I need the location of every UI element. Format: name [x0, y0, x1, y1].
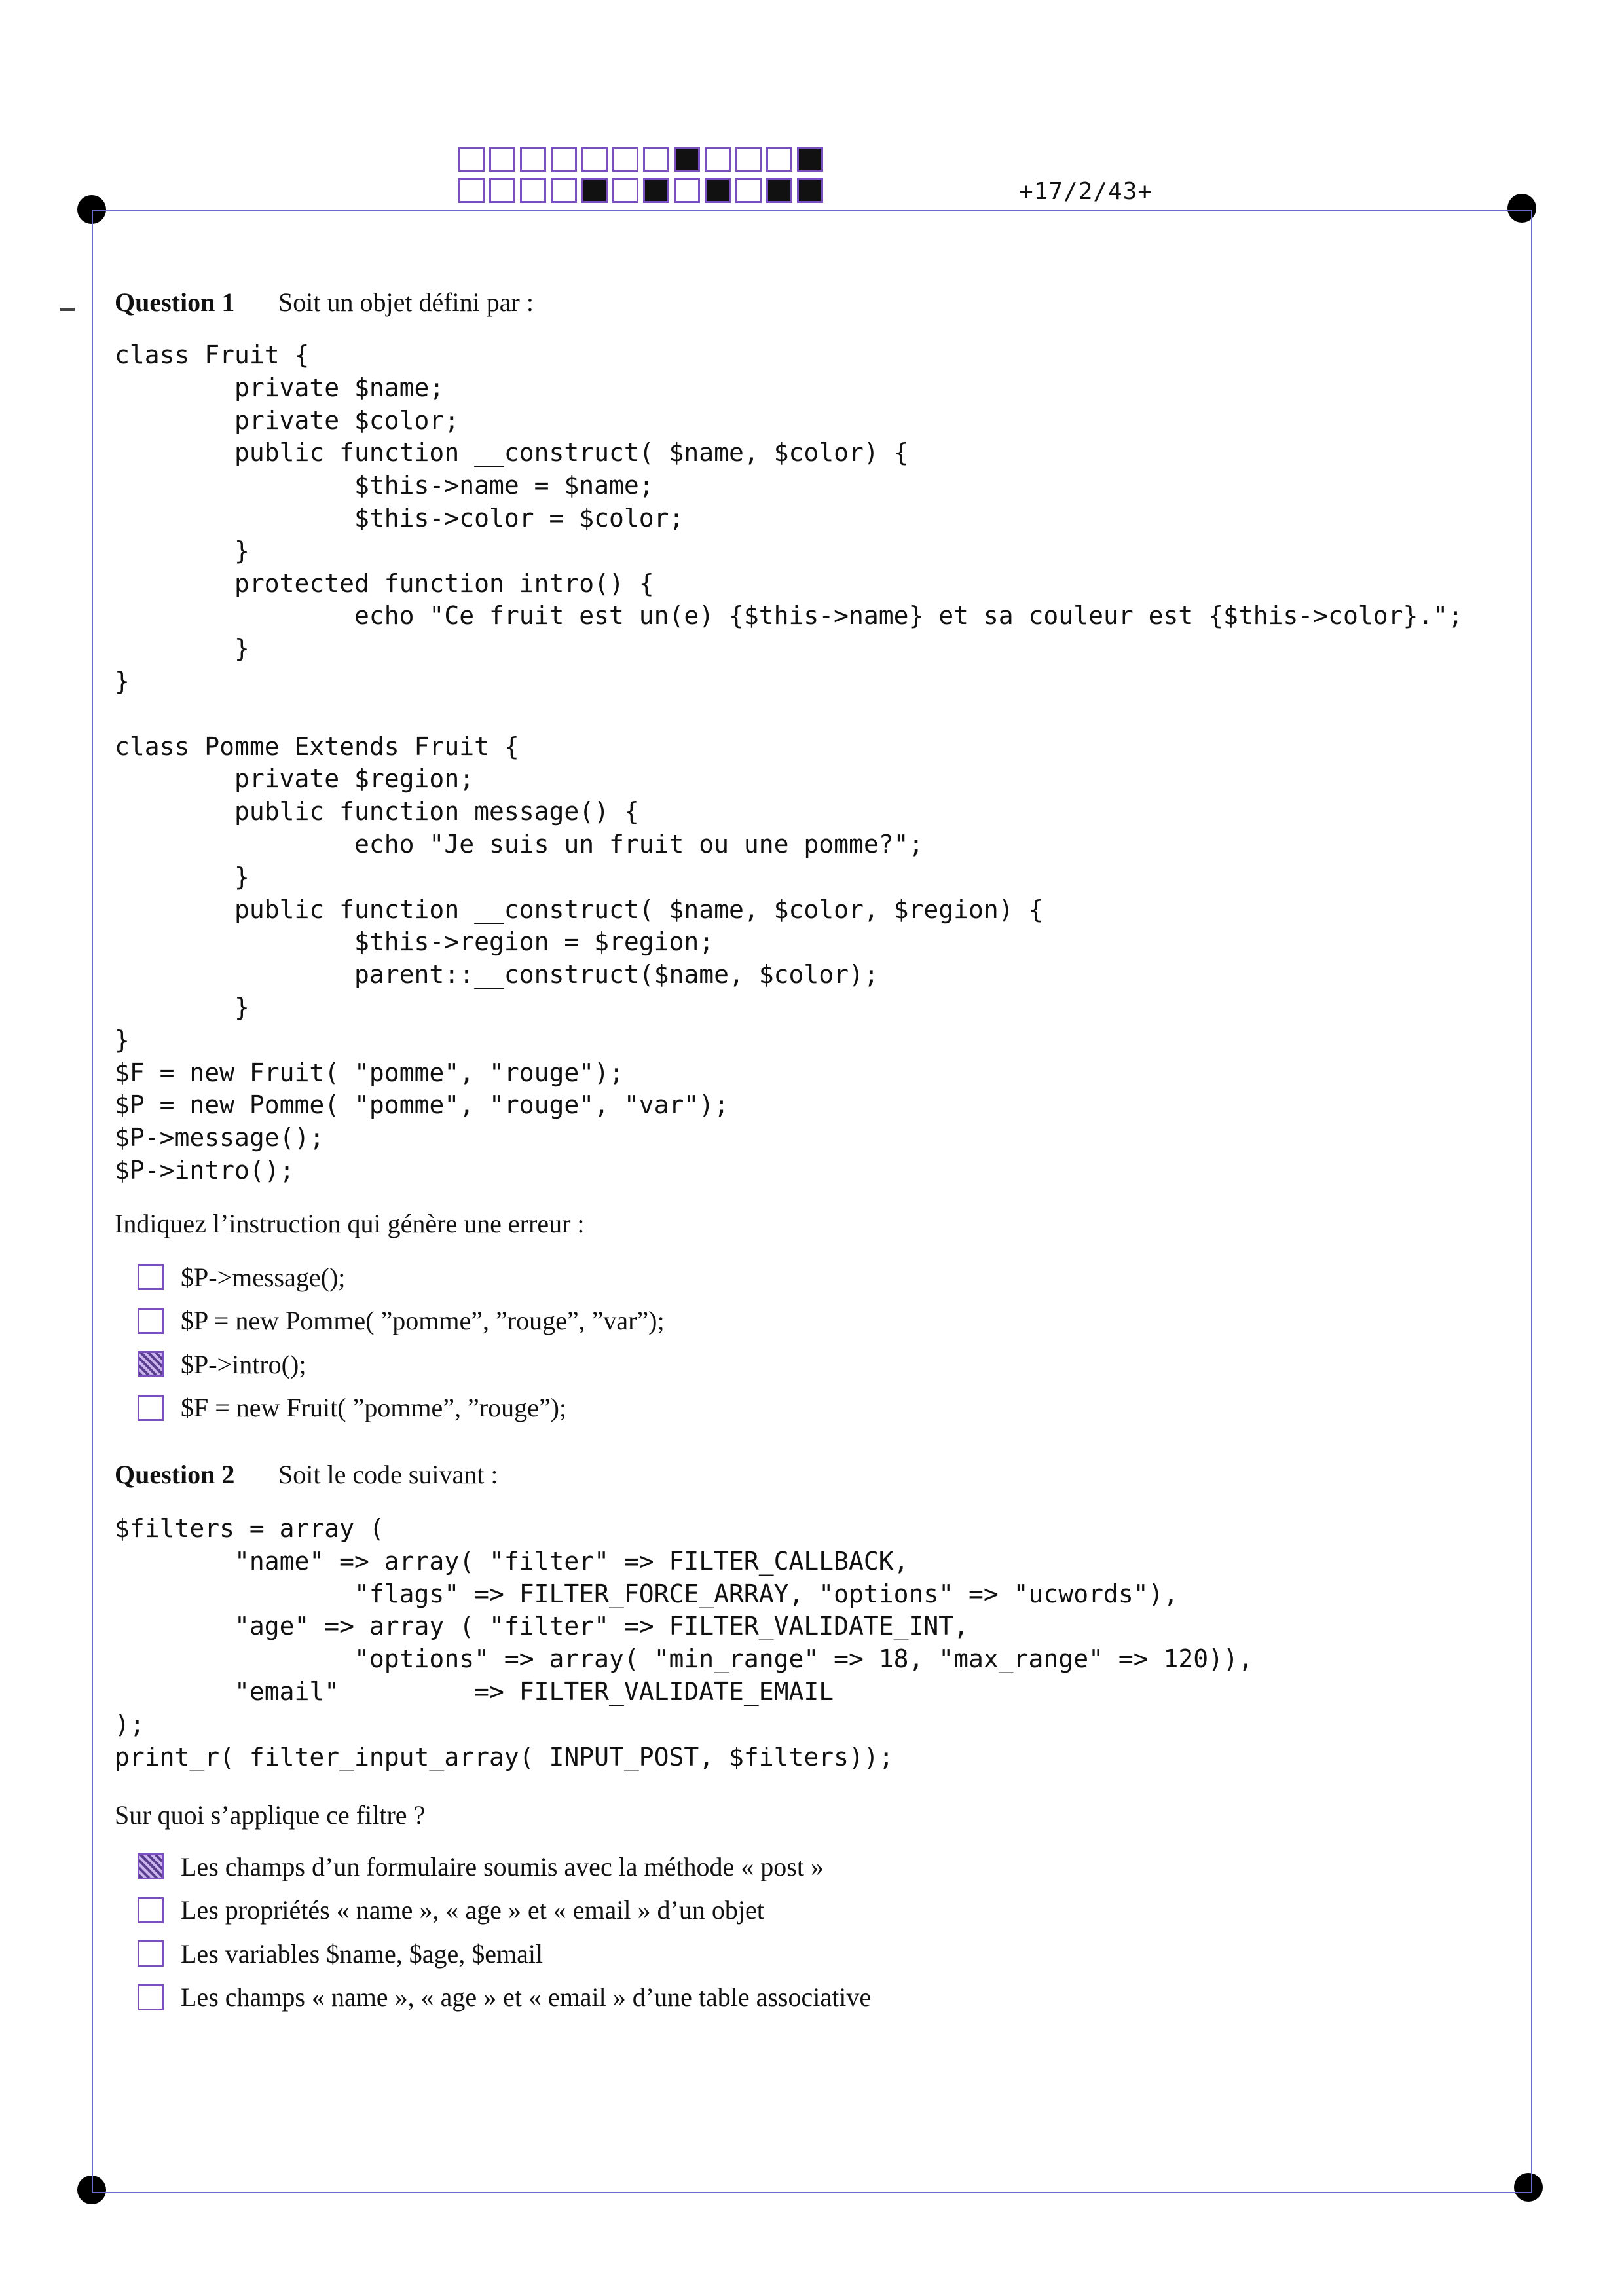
code-line: private $color;	[115, 405, 460, 435]
code-line: $this->region = $region;	[115, 927, 714, 957]
answer-option-label: Les propriétés « name », « age » et « email » d’un objet	[181, 1895, 764, 1925]
header-code-cell	[489, 178, 515, 203]
code-line: $F = new Fruit( "pomme", "rouge");	[115, 1058, 624, 1087]
header-code-cell	[705, 147, 731, 172]
header-code-cell	[643, 178, 669, 203]
answer-checkbox[interactable]	[138, 1351, 164, 1377]
code-line: private $region;	[115, 764, 475, 794]
answer-option-label: Les champs d’un formulaire soumis avec la méthode « post »	[181, 1851, 824, 1881]
answer-option-label: $P->intro();	[181, 1349, 306, 1379]
answer-checkbox[interactable]	[138, 1940, 164, 1967]
code-line: echo "Je suis un fruit ou une pomme?";	[115, 829, 924, 859]
code-line: class Fruit {	[115, 341, 310, 369]
code-line: "flags" => FILTER_FORCE_ARRAY, "options" => "ucwords"),	[115, 1579, 1179, 1608]
question-2-options	[138, 1845, 871, 2019]
code-line: class Pomme Extends Fruit {	[115, 731, 519, 761]
code-line: }	[115, 862, 249, 891]
answer-option-label: Les variables $name, $age, $email	[181, 1938, 544, 1969]
answer-option-label: $P = new Pomme( ”pomme”, ”rouge”, ”var”);	[181, 1306, 665, 1336]
answer-checkbox[interactable]	[138, 1308, 164, 1334]
code-line: }	[115, 1025, 130, 1054]
header-code-row-2	[458, 178, 823, 203]
code-line: "age" => array ( "filter" => FILTER_VALIDATE_INT,	[115, 1612, 969, 1641]
code-line: );	[115, 1709, 145, 1739]
answer-option-label: Les champs « name », « age » et « email » d’une table associative	[181, 1982, 872, 2012]
header-code-cell	[520, 178, 546, 203]
header-code-cell	[735, 147, 762, 172]
header-code-cell	[674, 178, 700, 203]
code-line: public function __construct( $name, $color, $region) {	[115, 895, 1044, 924]
question-2-code-block	[115, 1513, 1253, 1773]
answer-option[interactable]	[138, 1255, 665, 1299]
header-code-cell	[797, 147, 823, 172]
header-code-cell	[674, 147, 700, 172]
header-code-cell	[551, 178, 577, 203]
answer-option[interactable]	[138, 1932, 871, 1976]
answer-checkbox[interactable]	[138, 1984, 164, 2010]
answer-checkbox[interactable]	[138, 1853, 164, 1879]
answer-option[interactable]	[138, 1342, 665, 1386]
question-1-label: Question 1	[115, 287, 235, 317]
answer-option[interactable]	[138, 1845, 871, 1889]
answer-option[interactable]	[138, 1889, 871, 1933]
code-line: "options" => array( "min_range" => 18, "max_range" => 120)),	[115, 1644, 1253, 1674]
answer-option-label: $F = new Fruit( ”pomme”, ”rouge”);	[181, 1393, 567, 1423]
code-line	[115, 698, 1463, 731]
header-code-cell	[705, 178, 731, 203]
code-line: }	[115, 536, 249, 565]
code-line: }	[115, 666, 130, 695]
code-line: "email" => FILTER_VALIDATE_EMAIL	[115, 1676, 834, 1706]
code-line: $P->message();	[115, 1123, 325, 1153]
code-line: private $name;	[115, 373, 445, 402]
margin-mark	[60, 308, 75, 311]
code-line: parent::__construct($name, $color);	[115, 960, 879, 990]
code-line: public function __construct( $name, $color) {	[115, 438, 909, 468]
answer-checkbox[interactable]	[138, 1264, 164, 1290]
header-code-cell	[643, 147, 669, 172]
question-2-label: Question 2	[115, 1460, 235, 1489]
question-1-code-block	[115, 339, 1463, 1187]
code-line: }	[115, 992, 249, 1022]
code-line: $P = new Pomme( "pomme", "rouge", "var");	[115, 1090, 729, 1120]
question-1-prompt: Indiquez l’instruction qui génère une erreur :	[115, 1209, 585, 1238]
code-line: echo "Ce fruit est un(e) {$this->name} et sa couleur est {$this->color}.";	[115, 601, 1464, 631]
code-line: $this->color = $color;	[115, 503, 684, 532]
code-line: print_r( filter_input_array( INPUT_POST, $filters));	[115, 1742, 894, 1771]
header-code-cell	[581, 147, 608, 172]
header-code-cell	[735, 178, 762, 203]
answer-option[interactable]	[138, 1386, 665, 1430]
header-code-cell	[612, 147, 638, 172]
answer-option[interactable]	[138, 1976, 871, 2020]
question-2-text: Soit le code suivant :	[278, 1460, 498, 1489]
code-line: protected function intro() {	[115, 568, 654, 598]
header-code-cell	[766, 178, 792, 203]
answer-option-label: $P->message();	[181, 1262, 346, 1292]
question-2-header	[115, 1459, 498, 1490]
question-2-prompt: Sur quoi s’applique ce filtre ?	[115, 1800, 426, 1830]
code-line: $filters = array (	[115, 1514, 384, 1543]
question-1-options	[138, 1255, 665, 1430]
code-line: public function message() {	[115, 797, 639, 826]
answer-option[interactable]	[138, 1299, 665, 1343]
header-code-cell	[520, 147, 546, 172]
answer-checkbox[interactable]	[138, 1395, 164, 1421]
header-code-cell	[458, 178, 485, 203]
header-code-cell	[551, 147, 577, 172]
header-code-cell	[581, 178, 608, 203]
header-code-cell	[489, 147, 515, 172]
code-line: $this->name = $name;	[115, 471, 654, 500]
header-code-cell	[458, 147, 485, 172]
question-1-header	[115, 287, 534, 318]
header-code-row-1	[458, 147, 823, 172]
code-line: "name" => array( "filter" => FILTER_CALLBACK,	[115, 1546, 909, 1576]
code-line: $P->intro();	[115, 1155, 295, 1185]
answer-checkbox[interactable]	[138, 1897, 164, 1923]
code-line: }	[115, 634, 249, 663]
question-1-text: Soit un objet défini par :	[278, 287, 534, 317]
header-code-cell	[797, 178, 823, 203]
header-code-cell	[612, 178, 638, 203]
page-code: +17/2/43+	[1019, 178, 1153, 205]
header-code-cell	[766, 147, 792, 172]
